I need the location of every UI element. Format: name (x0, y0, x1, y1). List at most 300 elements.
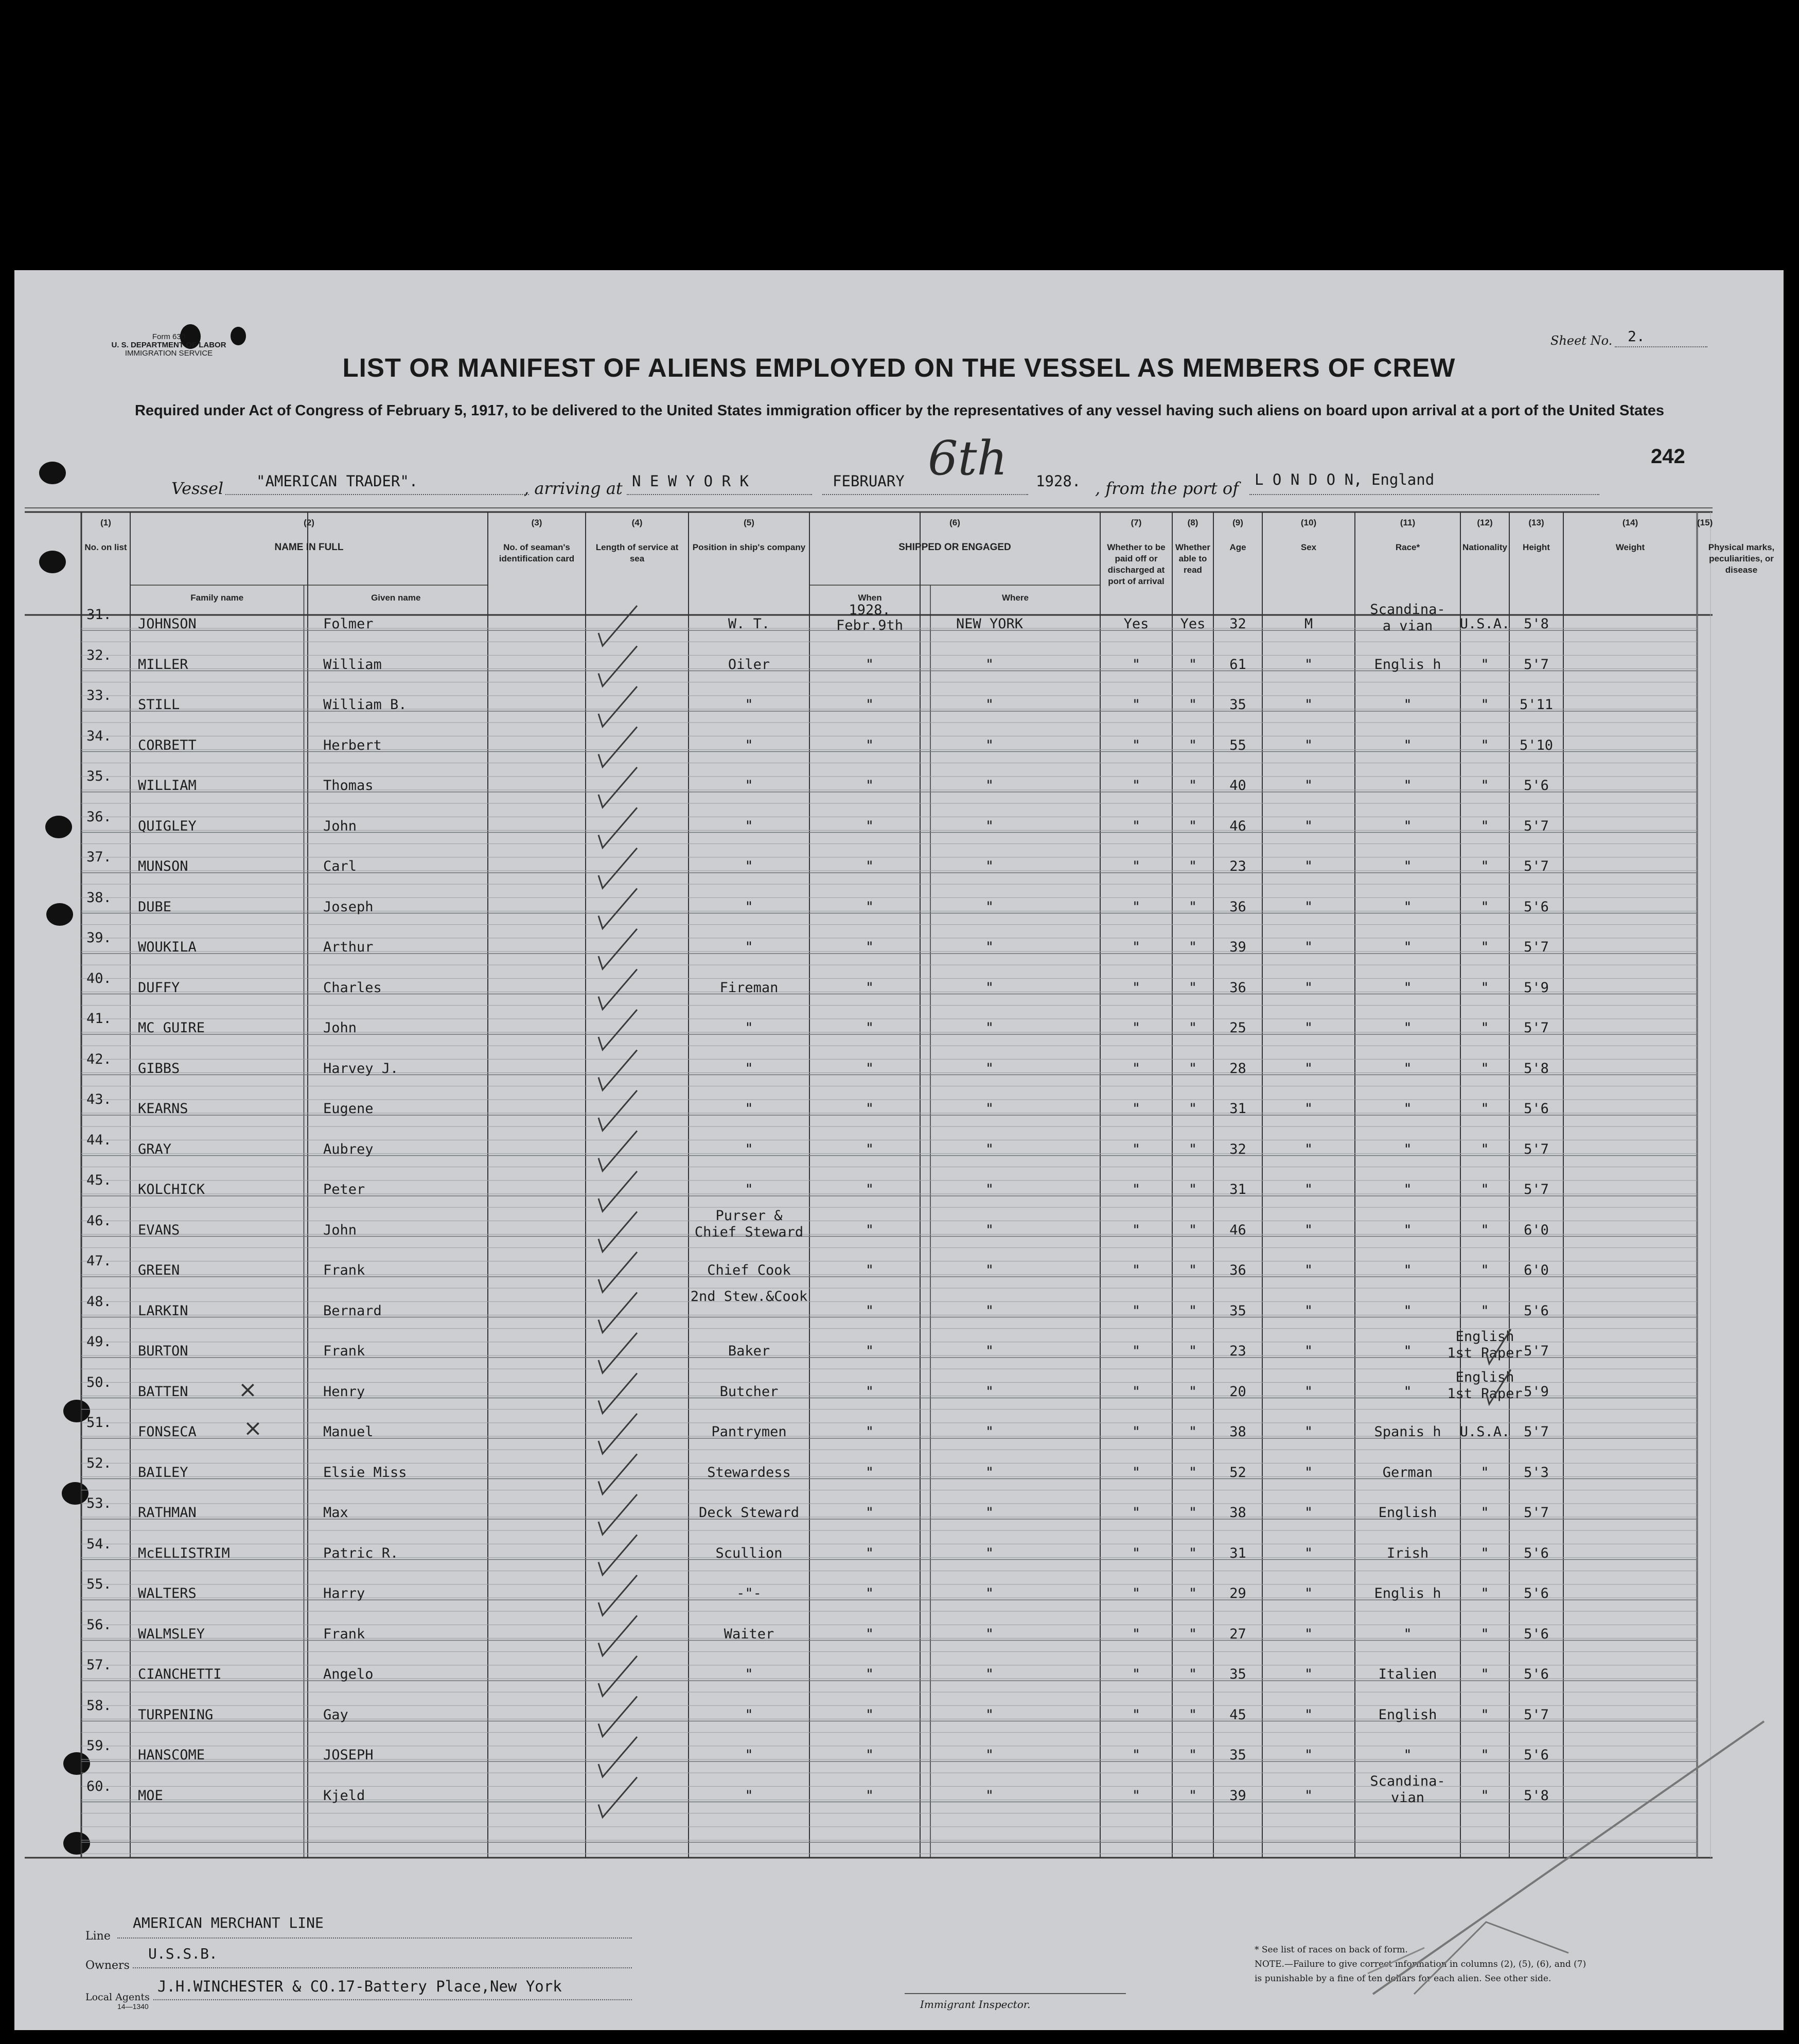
cell-paid: " (1132, 656, 1141, 673)
check-mark (598, 1131, 637, 1171)
cell-height: 5'7 (1524, 656, 1549, 673)
cell-read: " (1188, 1626, 1197, 1642)
cell-sex: " (1304, 1505, 1313, 1521)
cell-sex: " (1304, 1747, 1313, 1763)
cell-position: " (745, 939, 753, 955)
column-subheader: Family name (190, 593, 244, 603)
cell-given: Carl (323, 858, 357, 874)
cell-sex: " (1304, 898, 1313, 915)
cell-sex: " (1304, 1343, 1313, 1359)
column-header: Physical marks, peculiarities, or disease (1708, 542, 1775, 575)
service: IMMIGRATION SERVICE (125, 349, 213, 358)
row-number: 41. (86, 1011, 112, 1027)
cell-when: " (865, 1505, 874, 1521)
sheet-no-label: Sheet No. (1550, 333, 1613, 348)
cell-sex: " (1304, 1182, 1313, 1197)
cell-where: " (985, 939, 994, 955)
form-number: Form 630 (152, 332, 186, 341)
cell-race: Englis h (1374, 656, 1441, 673)
column-number: (6) (949, 518, 960, 527)
column-header: Whether able to read (1175, 542, 1210, 575)
cell-age: 35 (1229, 697, 1246, 713)
cell-nationality: English 1st Paper (1447, 1329, 1523, 1361)
cell-read: " (1188, 656, 1197, 673)
row-number: 44. (86, 1132, 112, 1148)
cell-paid: " (1132, 1747, 1141, 1763)
cell-age: 28 (1229, 1060, 1246, 1077)
column-number: (4) (631, 518, 643, 527)
column-number: (1) (100, 518, 111, 527)
cell-position: Chief Cook (707, 1262, 791, 1278)
cell-read: " (1188, 1262, 1197, 1278)
cell-height: 5'8 (1524, 1060, 1549, 1077)
cell-position: " (745, 898, 753, 915)
cell-sex: " (1304, 1424, 1313, 1440)
check-mark (598, 1333, 637, 1373)
cell-age: 23 (1229, 1343, 1246, 1359)
cell-where: " (985, 1182, 994, 1197)
row-number: 54. (86, 1536, 112, 1552)
cell-read: " (1188, 1222, 1197, 1238)
cell-given: Herbert (323, 737, 382, 753)
cell-race: Scandina- a vian (1370, 602, 1445, 634)
cell-family: STILL (138, 697, 180, 713)
check-mark (598, 1737, 637, 1777)
cell-paid: " (1132, 1383, 1141, 1400)
cell-given: William B. (323, 697, 407, 713)
row-number: 31. (86, 607, 112, 623)
cell-where: " (985, 1060, 994, 1077)
row-number: 45. (86, 1172, 112, 1188)
cell-position: Stewardess (707, 1464, 791, 1481)
cell-position: " (745, 1666, 753, 1682)
cell-where: " (985, 1262, 994, 1278)
cell-race: " (1403, 898, 1412, 915)
row-number: 33. (86, 688, 112, 703)
x-mark: × (243, 1415, 262, 1441)
from-port-label: , from the port of (1095, 479, 1239, 498)
column-header: Race* (1395, 542, 1420, 552)
cell-paid: " (1132, 1141, 1141, 1157)
cell-nationality: " (1480, 1302, 1489, 1319)
cell-when: " (865, 1343, 874, 1359)
column-number: (8) (1187, 518, 1198, 527)
check-mark (598, 1535, 637, 1575)
cell-when: " (865, 1060, 874, 1077)
cell-race: " (1403, 1222, 1412, 1238)
cell-when: " (865, 939, 874, 955)
cell-position: Butcher (719, 1383, 779, 1400)
cell-read: " (1188, 979, 1197, 996)
cell-race: " (1403, 1343, 1412, 1359)
cell-family: BURTON (138, 1343, 188, 1359)
cell-when: " (865, 1747, 874, 1763)
cell-nationality: " (1480, 1101, 1489, 1117)
column-number: (5) (744, 518, 754, 527)
cell-read: " (1188, 1747, 1197, 1763)
cell-sex: " (1304, 939, 1313, 955)
cell-when: " (865, 1706, 874, 1723)
cell-when: " (865, 697, 874, 713)
inspector-stamp-scribble (1352, 1706, 1779, 2015)
check-mark (598, 848, 637, 888)
departure-port: L O N D O N, England (1255, 471, 1435, 488)
cell-when: " (865, 1101, 874, 1117)
cell-when: " (865, 1262, 874, 1278)
cell-position: Waiter (724, 1626, 774, 1642)
cell-height: 5'6 (1524, 1101, 1549, 1117)
cell-where: NEW YORK (956, 616, 1024, 632)
cell-paid: " (1132, 1585, 1141, 1601)
cell-given: John (323, 1222, 357, 1238)
cell-sex: " (1304, 1787, 1313, 1804)
cell-race: " (1403, 737, 1412, 753)
cell-family: WILLIAM (138, 778, 197, 794)
check-mark (598, 1010, 637, 1050)
cell-nationality: " (1480, 979, 1489, 996)
cell-where: " (985, 1666, 994, 1682)
row-number: 55. (86, 1576, 112, 1592)
cell-nationality: U.S.A. (1459, 616, 1510, 632)
penalty-note-2: is punishable by a fine of ten dollars for each alien. See other side. (1255, 1973, 1551, 1984)
cell-height: 6'0 (1524, 1262, 1549, 1278)
row-number: 37. (86, 849, 112, 865)
column-subheader: Given name (371, 593, 421, 603)
row-number: 35. (86, 768, 112, 784)
cell-position: Purser & Chief Steward (694, 1207, 804, 1240)
check-mark (598, 767, 637, 807)
cell-age: 31 (1229, 1101, 1246, 1117)
cell-height: 5'9 (1524, 979, 1549, 996)
cell-family: FONSECA (138, 1424, 197, 1440)
cell-position: " (745, 1141, 753, 1157)
page-number: 242 (1651, 445, 1685, 468)
cell-given: Eugene (323, 1101, 374, 1117)
check-mark (598, 929, 637, 969)
column-number: (11) (1400, 518, 1416, 527)
cell-age: 39 (1229, 1787, 1246, 1804)
row-number: 34. (86, 728, 112, 744)
arriving-label: , arriving at (524, 479, 623, 498)
cell-height: 5'6 (1524, 1545, 1549, 1561)
column-header: Height (1523, 542, 1550, 552)
cell-sex: " (1304, 1302, 1313, 1319)
cell-given: Harvey J. (323, 1060, 399, 1077)
cell-family: QUIGLEY (138, 818, 197, 834)
arrival-port: N E W Y O R K (632, 472, 749, 490)
cell-nationality: " (1480, 939, 1489, 955)
cell-read: " (1188, 778, 1197, 794)
cell-nationality: " (1480, 898, 1489, 915)
cell-where: " (985, 858, 994, 874)
cell-age: 61 (1229, 656, 1246, 673)
column-header: No. of seaman's identification card (499, 542, 575, 563)
owners-value: U.S.S.B. (148, 1945, 218, 1962)
cell-read: " (1188, 1585, 1197, 1601)
arrival-day: 6th (928, 431, 1008, 486)
cell-given: Manuel (323, 1424, 374, 1440)
cell-family: KOLCHICK (138, 1182, 205, 1197)
cell-when: " (865, 858, 874, 874)
check-mark (598, 1414, 637, 1454)
check-mark (598, 889, 637, 929)
check-mark (598, 1373, 637, 1414)
cell-read: " (1188, 1141, 1197, 1157)
cell-paid: " (1132, 1706, 1141, 1723)
cell-paid: " (1132, 1545, 1141, 1561)
cell-age: 38 (1229, 1505, 1246, 1521)
cell-read: " (1188, 1182, 1197, 1197)
cell-where: " (985, 818, 994, 834)
cell-height: 5'7 (1524, 858, 1549, 874)
column-number: (3) (531, 518, 542, 527)
cell-age: 25 (1229, 1020, 1246, 1036)
cell-position: -"- (736, 1585, 762, 1601)
cell-height: 5'11 (1519, 697, 1554, 713)
cell-race: " (1403, 818, 1412, 834)
cell-height: 5'6 (1524, 1302, 1549, 1319)
cell-family: BATTEN (138, 1383, 188, 1400)
cell-read: " (1188, 939, 1197, 955)
cell-paid: " (1132, 1302, 1141, 1319)
cell-height: 5'8 (1524, 1787, 1549, 1804)
check-mark (598, 1616, 637, 1656)
cell-position: W. T. (728, 616, 770, 632)
cell-given: Charles (323, 979, 382, 996)
local-agents-value: J.H.WINCHESTER & CO.17-Battery Place,New York (157, 1978, 562, 1995)
column-header: SHIPPED OR ENGAGED (898, 542, 1011, 553)
row-number: 51. (86, 1415, 112, 1431)
cell-position: Fireman (719, 979, 779, 996)
cell-given: Bernard (323, 1302, 382, 1319)
cell-height: 5'9 (1524, 1383, 1549, 1400)
cell-family: JOHNSON (138, 616, 197, 632)
cell-paid: " (1132, 858, 1141, 874)
cell-paid: " (1132, 1626, 1141, 1642)
cell-position: " (745, 1747, 753, 1763)
column-number: (15) (1697, 518, 1713, 527)
column-number: (14) (1622, 518, 1638, 527)
cell-given: Harry (323, 1585, 365, 1601)
cell-race: Englis h (1374, 1585, 1441, 1601)
check-mark (598, 1494, 637, 1535)
cell-race: Spanis h (1374, 1424, 1441, 1440)
cell-nationality: " (1480, 1626, 1489, 1642)
cell-given: Frank (323, 1262, 365, 1278)
cell-where: " (985, 656, 994, 673)
cell-when: " (865, 1020, 874, 1036)
cell-when: " (865, 778, 874, 794)
check-mark (598, 1212, 637, 1252)
cell-given: JOSEPH (323, 1747, 374, 1763)
cell-where: " (985, 1626, 994, 1642)
column-header: Weight (1615, 542, 1645, 552)
cell-race: " (1403, 858, 1412, 874)
cell-race: Irish (1386, 1545, 1429, 1561)
cell-where: " (985, 1787, 994, 1804)
cell-sex: M (1304, 616, 1313, 632)
cell-where: " (985, 1343, 994, 1359)
check-mark (598, 808, 637, 848)
row-number: 49. (86, 1334, 112, 1350)
cell-when: " (865, 1383, 874, 1400)
cell-age: 45 (1229, 1706, 1246, 1723)
line-label: Line (85, 1930, 111, 1943)
cell-paid: " (1132, 1424, 1141, 1440)
form-code: 14—1340 (117, 2002, 149, 2011)
cell-race: " (1403, 1302, 1412, 1319)
cell-height: 5'6 (1524, 1747, 1549, 1763)
row-number: 38. (86, 889, 112, 906)
cell-when: " (865, 1545, 874, 1561)
cell-race: " (1403, 1182, 1412, 1197)
cell-read: Yes (1180, 616, 1206, 632)
row-number: 56. (86, 1616, 112, 1633)
cell-when: " (865, 1626, 874, 1642)
check-mark (598, 1697, 637, 1737)
column-number: (7) (1131, 518, 1142, 527)
cell-height: 5'6 (1524, 778, 1549, 794)
cell-height: 5'7 (1524, 1706, 1549, 1723)
cell-read: " (1188, 1505, 1197, 1521)
cell-sex: " (1304, 1141, 1313, 1157)
cell-given: Aubrey (323, 1141, 374, 1157)
check-mark (598, 1050, 637, 1090)
cell-given: John (323, 1020, 357, 1036)
cell-nationality: " (1480, 1747, 1489, 1763)
cell-paid: " (1132, 697, 1141, 713)
cell-given: Patric R. (323, 1545, 399, 1561)
cell-height: 5'6 (1524, 1585, 1549, 1601)
cell-age: 36 (1229, 979, 1246, 996)
cell-family: McELLISTRIM (138, 1545, 230, 1561)
cell-family: MILLER (138, 656, 188, 673)
row-number: 53. (86, 1495, 112, 1511)
cell-where: " (985, 1464, 994, 1481)
cell-race: " (1403, 1626, 1412, 1642)
check-mark (598, 646, 637, 686)
cell-race: " (1403, 1383, 1412, 1400)
cell-race: Italien (1378, 1666, 1437, 1682)
cell-position: Baker (728, 1343, 770, 1359)
cell-when: " (865, 898, 874, 915)
department: U. S. DEPARTMENT OF LABOR (111, 341, 226, 349)
cell-read: " (1188, 1383, 1197, 1400)
cell-nationality: " (1480, 1141, 1489, 1157)
cell-when: " (865, 1222, 874, 1238)
column-number: (10) (1300, 518, 1317, 527)
cell-paid: " (1132, 737, 1141, 753)
cell-paid: " (1132, 1182, 1141, 1197)
cell-height: 5'7 (1524, 1141, 1549, 1157)
column-header: No. on list (84, 542, 127, 552)
cell-position: " (745, 1182, 753, 1197)
column-subheader: When (858, 593, 882, 603)
cell-race: " (1403, 1747, 1412, 1763)
cell-paid: " (1132, 1262, 1141, 1278)
cell-read: " (1188, 1464, 1197, 1481)
cell-position: " (745, 1101, 753, 1117)
vessel-label: Vessel (171, 479, 224, 498)
cell-position: " (745, 1020, 753, 1036)
cell-paid: Yes (1123, 616, 1149, 632)
check-mark (598, 1656, 637, 1696)
cell-sex: " (1304, 656, 1313, 673)
vessel-name: "AMERICAN TRADER". (256, 472, 418, 490)
cell-nationality: " (1480, 1262, 1489, 1278)
cell-family: GIBBS (138, 1060, 180, 1077)
column-number: (12) (1477, 518, 1493, 527)
race-note: * See list of races on back of form. (1255, 1945, 1408, 1955)
cell-where: " (985, 1585, 994, 1601)
cell-age: 52 (1229, 1464, 1246, 1481)
check-mark (1486, 1370, 1511, 1404)
cell-nationality: " (1480, 656, 1489, 673)
cell-age: 38 (1229, 1424, 1246, 1440)
row-number: 47. (86, 1253, 112, 1269)
column-header: Length of service at sea (595, 542, 679, 563)
cell-where: " (985, 1706, 994, 1723)
cell-age: 27 (1229, 1626, 1246, 1642)
check-mark (598, 1454, 637, 1494)
cell-position: " (745, 1706, 753, 1723)
cell-read: " (1188, 1666, 1197, 1682)
cell-paid: " (1132, 898, 1141, 915)
cell-given: Gay (323, 1706, 348, 1723)
cell-when: " (865, 656, 874, 673)
cell-where: " (985, 1020, 994, 1036)
column-number: (9) (1232, 518, 1243, 527)
cell-family: MOE (138, 1787, 163, 1804)
cell-age: 32 (1229, 616, 1246, 632)
cell-position: " (745, 737, 753, 753)
cell-when: 1928. Febr.9th (836, 602, 904, 633)
cell-read: " (1188, 1706, 1197, 1723)
cell-sex: " (1304, 1060, 1313, 1077)
cell-age: 23 (1229, 858, 1246, 874)
column-header: Nationality (1462, 542, 1507, 552)
cell-height: 5'6 (1524, 1626, 1549, 1642)
cell-paid: " (1132, 1464, 1141, 1481)
cell-sex: " (1304, 818, 1313, 834)
cell-position: 2nd Stew.&Cook (690, 1288, 808, 1305)
cell-given: Frank (323, 1343, 365, 1359)
cell-paid: " (1132, 979, 1141, 996)
cell-age: 32 (1229, 1141, 1246, 1157)
cell-age: 55 (1229, 737, 1246, 753)
cell-sex: " (1304, 1545, 1313, 1561)
cell-family: DUFFY (138, 979, 180, 996)
cell-where: " (985, 1383, 994, 1400)
cell-where: " (985, 1101, 994, 1117)
cell-sex: " (1304, 697, 1313, 713)
cell-paid: " (1132, 818, 1141, 834)
cell-sex: " (1304, 858, 1313, 874)
cell-position: Deck Steward (698, 1505, 800, 1521)
cell-family: CORBETT (138, 737, 197, 753)
cell-read: " (1188, 818, 1197, 834)
column-number: (2) (304, 518, 314, 527)
cell-sex: " (1304, 1585, 1313, 1601)
cell-read: " (1188, 1343, 1197, 1359)
cell-position: " (745, 697, 753, 713)
cell-family: WALMSLEY (138, 1626, 205, 1642)
cell-when: " (865, 737, 874, 753)
cell-read: " (1188, 1302, 1197, 1319)
cell-paid: " (1132, 1060, 1141, 1077)
cell-family: EVANS (138, 1222, 180, 1238)
cell-given: John (323, 818, 357, 834)
